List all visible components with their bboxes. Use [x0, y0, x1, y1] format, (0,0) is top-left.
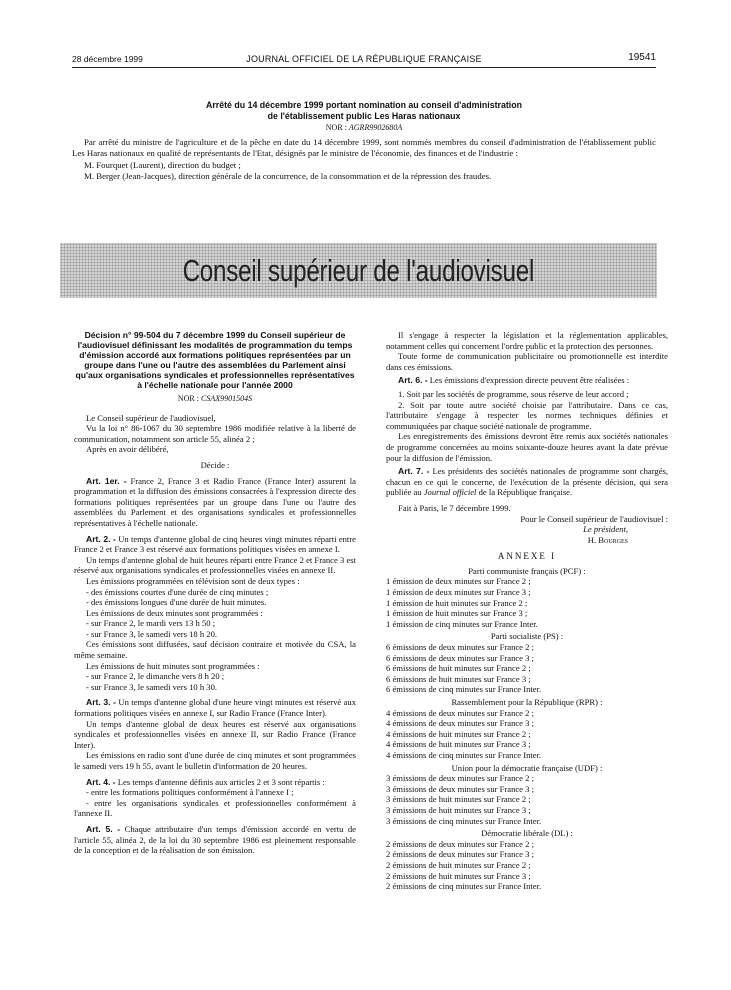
allocation-line: 1 émission de huit minutes sur France 2 ; — [386, 597, 528, 608]
party-name: Parti socialiste (PS) : — [490, 631, 564, 642]
intro-1: Le Conseil supérieur de l'audiovisuel, — [86, 412, 216, 423]
allocation-line: 4 émissions de deux minutes sur France 3 ; — [386, 718, 534, 729]
nor-label: NOR : — [177, 394, 199, 403]
article-label: Art. 4. - — [86, 776, 116, 787]
allocation-line: 6 émissions de huit minutes sur France 3 ; — [386, 673, 531, 684]
article-text: France 2, France 3 et Radio France (France Inter) assurent la programmation et la diffusion des émissions consacrées à l'expression directe des formations politiques représentées par un groupe dans l'une ou l'autre des assemblées du Parlement et des organisations syndicales et professionnelles représentatives à l'échelle nationale. — [74, 475, 356, 528]
allocation-line: 3 émissions de cinq minutes sur France Inter. — [386, 815, 542, 826]
paragraph: Il s'engage à respecter la législation et la réglementation applicables, notamment celles qui concernent l'ordre public et la protection des personnes. — [386, 330, 668, 351]
article-3 — [74, 697, 356, 718]
list-item: - sur France 2, le mardi vers 13 h 50 ; — [86, 618, 216, 629]
article-text: Chaque attributaire d'un temps d'émission accordé en vertu de l'article 55, alinéa 2, de la loi du 30 septembre 1986 est pleinement responsable de la conception et de la réalisation de son émission. — [74, 823, 356, 856]
list-item: 2. Soit par toute autre société choisie par l'attributaire. Dans ce cas, l'attributaire s'engage à respecter les normes techniques définies et communiquées par chaque société nationale de programme. — [386, 399, 668, 431]
article-label: Art. 2. - — [86, 533, 116, 544]
allocation-line: 6 émissions de deux minutes sur France 3 ; — [386, 652, 534, 663]
header-rule — [72, 67, 656, 68]
arrete-body: Par arrêté du ministre de l'agriculture et de la pêche en date du 14 décembre 1999, sont nommés membres du conseil d'administration de l'établissement public Les Haras nationaux en qualité de représentants de l'Etat, désignés par le ministre de l'économie, des finances et de l'industrie : — [72, 137, 656, 159]
paragraph: Les émissions de huit minutes sont programmées : — [86, 660, 260, 671]
page-header — [72, 52, 656, 66]
paragraph: Les émissions en radio sont d'une durée de cinq minutes et sont programmées le samedi vers 19 h 55, avant le bulletin d'information de 20 heures. — [74, 750, 356, 771]
allocation-line: 2 émissions de deux minutes sur France 2 ; — [386, 838, 534, 849]
signature: H. Bourges — [587, 534, 628, 545]
article-1 — [74, 476, 356, 529]
party-name: Parti communiste français (PCF) : — [468, 565, 586, 576]
allocation-line: 1 émission de deux minutes sur France 3 ; — [386, 587, 531, 598]
journal-title: JOURNAL OFFICIEL DE LA RÉPUBLIQUE FRANÇAISE — [246, 54, 482, 64]
annexe-list — [386, 566, 668, 892]
decision-left-column — [74, 330, 356, 856]
arrete-section — [72, 100, 656, 182]
list-item: - sur France 2, le dimanche vers 8 h 20 ; — [86, 671, 225, 682]
decision-nor — [74, 394, 356, 405]
paragraph: Les enregistrements des émissions devront être remis aux sociétés nationales de programme concernées au moins soixante-douze heures avant la date prévue pour la diffusion de l'émission. — [386, 431, 668, 463]
nor-value: CSAX9901504S — [201, 394, 253, 403]
article-text: Un temps d'antenne global d'une heure vingt minutes est réservé aux formations politiques visées en annexe I, sur Radio France (France Inter). — [74, 697, 356, 719]
page-number: 19541 — [628, 52, 656, 63]
article-text: Les temps d'antenne définis aux articles 2 et 3 sont répartis : — [117, 776, 325, 787]
allocation-line: 4 émissions de huit minutes sur France 3 ; — [386, 739, 531, 750]
article-label: Art. 7. - — [398, 466, 430, 477]
paragraph: Un temps d'antenne global de huit heures réparti entre France 2 et France 3 est réservé aux organisations syndicales et professionnelles visées en annexe II. — [74, 554, 356, 576]
article-label: Art. 5. - — [86, 823, 121, 834]
allocation-line: 3 émissions de deux minutes sur France 2 ; — [386, 773, 534, 784]
party-name: Démocratie libérale (DL) : — [481, 828, 573, 839]
paragraph: Toute forme de communication publicitaire ou promotionnelle est interdite dans ces émissions. — [386, 351, 668, 372]
allocation-line: 6 émissions de cinq minutes sur France Inter. — [386, 684, 542, 695]
article-4 — [74, 777, 356, 788]
allocation-line: 1 émission de huit minutes sur France 3 ; — [386, 608, 528, 619]
allocation-line: 6 émissions de huit minutes sur France 2 ; — [386, 663, 531, 674]
paragraph: Les émissions programmées en télévision sont de deux types : — [86, 575, 300, 586]
article-label: Art. 6. - — [398, 375, 428, 386]
paragraph: Un temps d'antenne global de deux heures est réservé aux organisations syndicales et professionnelles visées en annexe II, sur Radio France (France Inter). — [74, 718, 356, 750]
article-text: Les présidents des sociétés nationales de programme sont chargés, chacun en ce qui le concerne, de l'exécution de la présente décision, qui sera publiée au — [386, 466, 668, 498]
fait-date: Fait à Paris, le 7 décembre 1999. — [398, 502, 511, 513]
section-banner — [60, 243, 657, 298]
allocation-line: 1 émission de cinq minutes sur France Inter. — [386, 618, 538, 629]
list-item: - sur France 3, le samedi vers 18 h 20. — [86, 628, 218, 639]
article-5 — [74, 824, 356, 856]
party-name: Rassemblement pour la République (RPR) : — [451, 697, 603, 707]
nor-value: AGRR9902680A — [348, 123, 403, 132]
arrete-member-1: M. Fourquet (Laurent), direction du budget ; — [84, 159, 241, 170]
list-item: - entre les organisations syndicales et professionnelles conformément à l'annexe II. — [74, 797, 356, 819]
paragraph: Les émissions de deux minutes sont programmées : — [86, 607, 263, 618]
article-6 — [386, 375, 668, 386]
list-item: - des émissions courtes d'une durée de cinq minutes ; — [86, 586, 269, 597]
journal-reference: Journal officiel — [423, 487, 477, 498]
allocation-line: 1 émission de deux minutes sur France 2 ; — [386, 576, 531, 587]
article-label: Art. 3. - — [86, 697, 117, 708]
article-label: Art. 1er. - — [86, 475, 127, 486]
article-text-end: de la République française. — [476, 487, 573, 498]
arrete-title-line1: Arrêté du 14 décembre 1999 portant nomination au conseil d'administration — [206, 100, 522, 110]
intro-3: Après en avoir délibéré, — [86, 444, 169, 455]
allocation-line: 3 émissions de huit minutes sur France 3 ; — [386, 804, 531, 815]
intro-2: Vu la loi n° 86-1067 du 30 septembre 1986 modifiée relative à la liberté de communication, notamment son article 55, alinéa 2 ; — [74, 423, 356, 444]
list-item: 1. Soit par les sociétés de programme, sous réserve de leur accord ; — [398, 388, 629, 399]
allocation-line: 3 émissions de huit minutes sur France 2 ; — [386, 794, 531, 805]
article-text: Les émissions d'expression directe peuvent être réalisées : — [429, 375, 630, 386]
article-text: Un temps d'antenne global de cinq heures vingt minutes réparti entre France 2 et France 3 est réservé aux formations politiques visées en annexe I. — [74, 533, 356, 555]
list-item: - des émissions longues d'une durée de huit minutes. — [86, 597, 267, 608]
allocation-line: 6 émissions de deux minutes sur France 2 ; — [386, 642, 534, 653]
nor-label: NOR : — [325, 123, 347, 132]
annexe-title: ANNEXE I — [497, 551, 557, 562]
article-2 — [74, 534, 356, 555]
decide: Décide : — [200, 459, 230, 470]
list-item: - entre les formations politiques conformément à l'annexe I ; — [86, 787, 294, 798]
party-name: Union pour la démocratie française (UDF) : — [451, 762, 603, 773]
arrete-nor — [72, 122, 656, 133]
allocation-line: 4 émissions de deux minutes sur France 2 ; — [386, 707, 534, 718]
article-7 — [386, 466, 668, 498]
pour-conseil: Pour le Conseil supérieur de l'audiovisuel : — [520, 513, 668, 524]
allocation-line: 2 émissions de deux minutes sur France 3 ; — [386, 849, 534, 860]
president-label: Le président, — [583, 524, 628, 535]
allocation-line: 2 émissions de cinq minutes sur France Inter. — [386, 881, 542, 892]
allocation-line: 3 émissions de deux minutes sur France 3 ; — [386, 783, 534, 794]
issue-date: 28 décembre 1999 — [72, 54, 143, 64]
arrete-title-line2: de l'établissement public Les Haras nationaux — [267, 110, 461, 121]
paragraph: Ces émissions sont diffusées, sauf décision contraire et motivée du CSA, la même semaine. — [74, 639, 356, 661]
list-item: - sur France 3, le samedi vers 10 h 30. — [86, 681, 218, 692]
allocation-line: 4 émissions de huit minutes sur France 2 ; — [386, 728, 531, 739]
arrete-title — [72, 100, 656, 121]
allocation-line: 2 émissions de huit minutes sur France 2 ; — [386, 859, 531, 870]
allocation-line: 4 émissions de cinq minutes sur France Inter. — [386, 749, 542, 760]
decision-right-column — [386, 330, 668, 892]
decision-title: Décision n° 99-504 du 7 décembre 1999 du Conseil supérieur de l'audiovisuel définissant les modalités de programmation du temps d'émission accordé aux formations politiques représentées par un groupe dans l'une ou l'autre des assemblées du Parlement ainsi qu'aux organisations syndicales et professionnelles représentatives à l'échelle nationale pour l'année 2000 — [75, 330, 355, 390]
allocation-line: 2 émissions de huit minutes sur France 3 ; — [386, 870, 531, 881]
banner-title: Conseil supérieur de l'audiovisuel — [182, 252, 535, 288]
arrete-member-2: M. Berger (Jean-Jacques), direction générale de la concurrence, de la consommation et de la répression des fraudes. — [84, 170, 492, 181]
president-title — [386, 524, 668, 535]
